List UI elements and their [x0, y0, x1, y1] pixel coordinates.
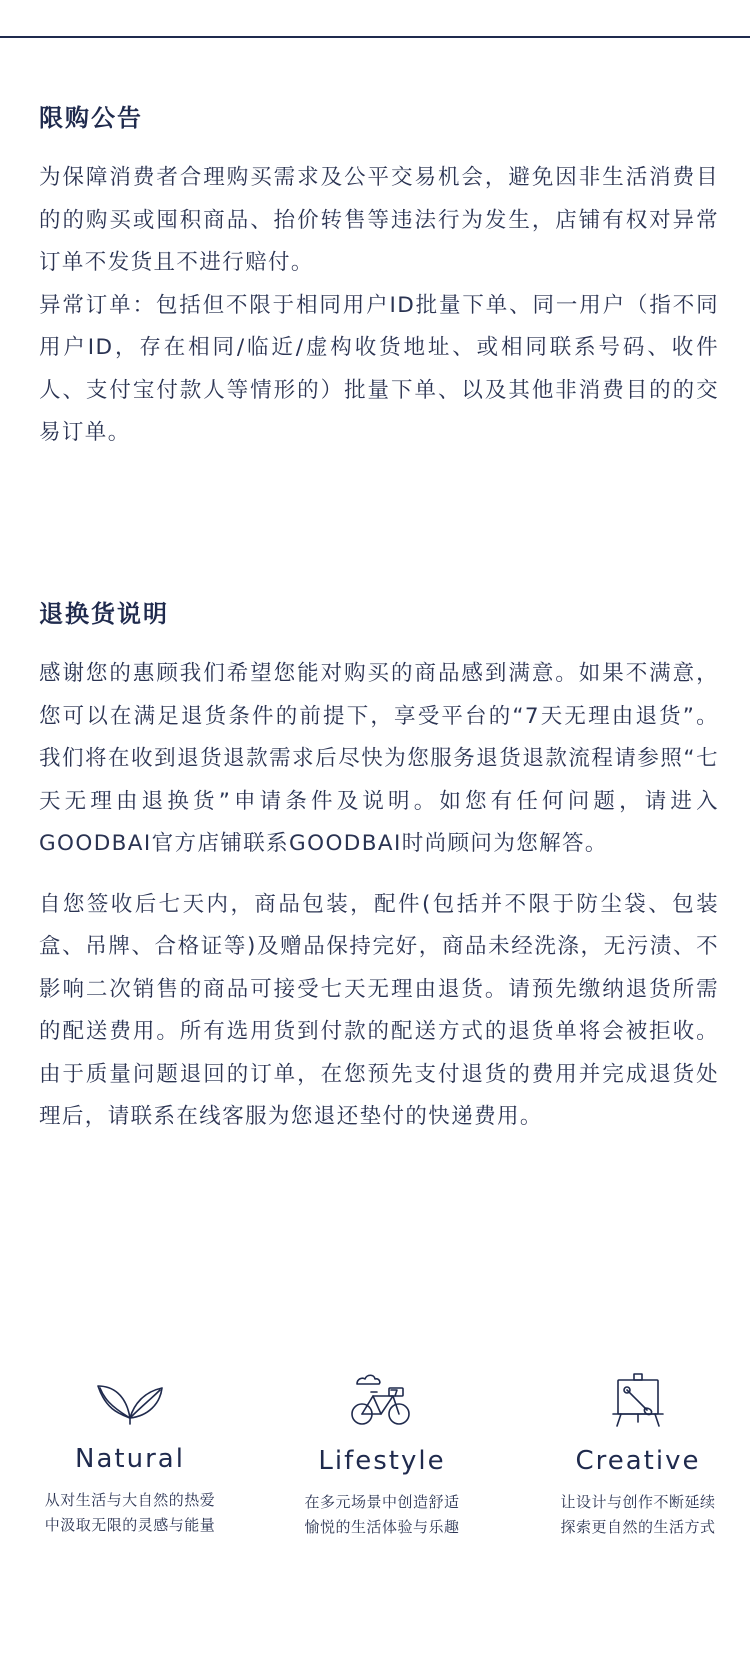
feature-description: [518, 1490, 750, 1540]
feature-description-line: 让设计与创作不断延续: [560, 1493, 716, 1511]
returns-section: [39, 594, 719, 1139]
feature-description-line: 中汲取无限的灵感与能量: [44, 1516, 216, 1534]
returns-paragraph-1: 感谢您的惠顾我们希望您能对购买的商品感到满意。如果不满意，您可以在满足退货条件的前提下，享受平台的“7天无理由退货”。我们将在收到退货退款需求后尽快为您服务退货退款流程请参照“七天无理由退换货”申请条件及说明。如您有任何问题，请进入GOODBAI官方店铺联系GOODBAI时尚顾问为您解答。: [39, 661, 719, 856]
returns-paragraph-2: 自您签收后七天内，商品包装，配件(包括并不限于防尘袋、包装盒、吊牌、合格证等)及赠品保持完好，商品未经洗涤，无污渍、不影响二次销售的商品可接受七天无理由退货。请预先缴纳退货所需的配送费用。所有选用货到付款的配送方式的退货单将会被拒收。由于质量问题退回的订单，在您预先支付退货的费用并完成退货处理后，请联系在线客服为您退还垫付的快递费用。: [39, 891, 719, 1129]
brand-values: [0, 1370, 750, 1570]
feature-natural: [10, 1370, 250, 1538]
feature-title: Creative: [575, 1446, 701, 1476]
feature-description-line: 探索更自然的生活方式: [560, 1518, 716, 1536]
returns-title: 退换货说明: [39, 600, 169, 628]
bicycle-icon: [347, 1370, 417, 1428]
purchase-limit-title: 限购公告: [39, 104, 143, 132]
leaf-icon: [90, 1370, 170, 1426]
purchase-limit-body: 为保障消费者合理购买需求及公平交易机会，避免因非生活消费目的的购买或囤积商品、抬价转售等违法行为发生，店铺有权对异常订单不发货且不进行赔付。 异常订单：包括但不限于相同用户ID批量下单、同一用户（指不同用户ID，存在相同/临近/虚构收货地址、或相同联系号码、收件人、支付宝付款人等情形的）批量下单、以及其他非消费目的的交易订单。: [39, 165, 719, 445]
purchase-limit-section: [39, 98, 719, 455]
feature-lifestyle: [262, 1370, 502, 1540]
feature-description: [10, 1488, 250, 1538]
feature-description-line: 愉悦的生活体验与乐趣: [304, 1518, 460, 1536]
easel-icon: [605, 1370, 671, 1428]
feature-creative: [518, 1370, 750, 1540]
feature-description: [262, 1490, 502, 1540]
feature-title: Natural: [75, 1444, 185, 1474]
feature-description-line: 在多元场景中创造舒适: [304, 1493, 460, 1511]
feature-title: Lifestyle: [318, 1446, 446, 1476]
top-divider: [0, 36, 750, 38]
feature-description-line: 从对生活与大自然的热爱: [44, 1491, 216, 1509]
